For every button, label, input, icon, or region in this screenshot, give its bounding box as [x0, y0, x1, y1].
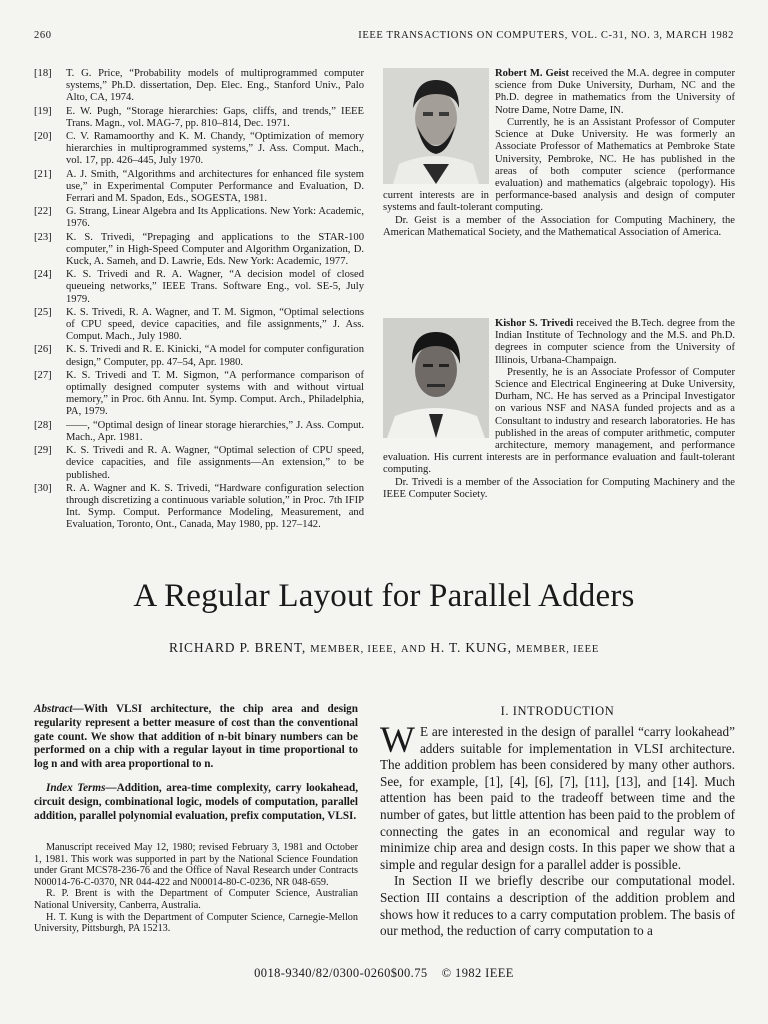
reference-item: [22] G. Strang, Linear Algebra and Its Applications. New York: Academic, 1976. [34, 206, 364, 230]
author-line: RICHARD P. BRENT, MEMBER, IEEE, AND H. T. KUNG, MEMBER, IEEE [168, 640, 600, 655]
reference-item: [28] ——, “Optimal design of linear storage hierarchies,” J. Ass. Comput. Mach., Apr. 1981. [34, 419, 364, 443]
page-number: 260 [34, 30, 52, 41]
footnote: R. P. Brent is with the Department of Computer Science, Australian National University, Canberra, Australia. [34, 888, 358, 911]
abstract: Abstract—With VLSI architecture, the chip area and design regularity represent a better measure of cost than the conventional gate count. We show that addition of n-bit binary numbers can be performed on a chip with a regular layout in time proportional to log n and with area proportional to n. [34, 703, 358, 771]
drop-cap: W [380, 720, 415, 761]
paper-title: A Regular Layout for Parallel Adders [133, 578, 635, 614]
reference-item: [25] K. S. Trivedi, R. A. Wagner, and T. M. Sigmon, “Optimal selections of CPU speed, device capacities, and file assignments,” J. Ass. Comput. Mach., July 1980. [34, 306, 364, 343]
reference-item: [26] K. S. Trivedi and R. E. Kinicki, “A model for computer configuration design,” Computer, pp. 47–54, Apr. 1980. [34, 344, 364, 368]
reference-item: [23] K. S. Trivedi, “Prepaging and applications to the STAR-100 computer,” in High-Speed Computer and Algorithm Organization, D. Kuck, A. Sameh, and D. Lawrie, Eds. New York: Academic, 1977. [34, 231, 364, 268]
reference-list [34, 68, 364, 533]
reference-item: [20] C. V. Ramamoorthy and K. M. Chandy, “Optimization of memory hierarchies in multiprogrammed systems,” J. Ass. Comput. Mach., vol. 17, pp. 426–445, July 1970. [34, 131, 364, 167]
bio-geist-top: Robert M. Geist received the M.A. degree in computer science from Duke University, Durham, NC and the Ph.D. degree in mathematics from the University of Notre Dame, Notre Dame, IN. [495, 68, 735, 116]
index-terms: Index Terms—Addition, area-time complexity, carry lookahead, circuit design, combinational logic, models of computation, parallel addition, parallel polynomial evaluation, prefix computation, VLSI. [34, 782, 358, 822]
footnotes [34, 842, 358, 935]
reference-item: [18] T. G. Price, “Probability models of multiprogrammed computer systems,” Ph.D. dissertation, Dep. Elec. Eng., Stanford Univ., Palo Alto, CA, 1974. [34, 68, 364, 104]
footnote: Manuscript received May 12, 1980; revised February 3, 1981 and October 1, 1981. This work was supported in part by the National Science Foundation under Grant MCS78-236-76 and the Office of Naval Research under Contracts N00014-76-C-0370, NR 044-422 and N00014-80-C-0236, NR 048-659. [34, 842, 358, 888]
reference-item: [29] K. S. Trivedi and R. A. Wagner, “Optimal selection of CPU speed, device capacities, and file assignments—An extension,” to be published. [34, 445, 364, 481]
reference-item: [21] A. J. Smith, “Algorithms and architectures for enhanced file system use,” in Experimental Computer Performance and Evaluation, D. Ferrari and M. Spadon, Eds., SOGESTA, 1981. [34, 168, 364, 205]
reference-item: [30] R. A. Wagner and K. S. Trivedi, “Hardware configuration selection through discretizing a continuous variable solution,” in Proc. 7th IFIP Int. Symp. Comput. Performance Modeling, Measurement, and Evaluation, Toronto, Ont., Canada, May 1980, pp. 127–142. [34, 482, 364, 531]
page-footer: 0018-9340/82/0300-0260$00.75 © 1982 IEEE [254, 966, 514, 980]
introduction-body: W E are interested in the design of parallel “carry lookahead” adders suitable for implementation in VLSI architecture. The addition problem has been considered by many other authors. See, for example, [1], [4], [6], [7], [11], [13], and [14]. Much attention has been paid to the tradeoff between time and the number of gates, but little attention has been paid to the problem of connecting the gates in an economical and regular way to minimize chip area and design costs. In this paper we show that a simple and regular design for a parallel adder is possible. In Section II we briefly describe our computational model. Section III contains a description of the addition problem and shows how it reduces to a carry computation problem. The basis of our method, the reduction of carry computation to a [380, 720, 735, 939]
bio-geist-text: Currently, he is an Assistant Professor of Computer Science at Duke University. He was formerly an Associate Professor of Mathematics at Pembroke State University, Pembroke, NC. He has published in the areas of both computer science (performance evaluation) and mathematics (algebraic topology). His current interests are in performance-based analysis and design of computer systems and fault-tolerant computing. Dr. Geist is a member of the Association for Computing Machinery, the American Mathematical Society, and the Mathematical Association of America. [383, 117, 735, 238]
bio-trivedi-text: Kishor S. Trivedi received the B.Tech. degree from the Indian Institute of Technology and the M.S. and Ph.D. degrees in computer science from the University of Illinois, Urbana-Champaign. Presently, he is an Associate Professor of Computer Science and Electrical Engineering at Duke University, Durham, NC. He has served as a Principal Investigator on various NSF and NASA funded projects and as a Consultant to industry and research laboratories. He has published in the areas of computer arithmetic, computer architecture, memory management, and performance evaluation. His current interests are in performance evaluation and fault-tolerant computing. Dr. Trivedi is a member of the Association for Computing Machinery and the IEEE Computer Society. [383, 318, 735, 500]
section-heading: I. INTRODUCTION [500, 704, 615, 718]
reference-item: [19] E. W. Pugh, “Storage hierarchies: Gaps, cliffs, and trends,” IEEE Trans. Magn., vol. MAG-7, pp. 810–814, Dec. 1971. [34, 105, 364, 129]
footnote: H. T. Kung is with the Department of Computer Science, Carnegie-Mellon University, Pittsburgh, PA 15213. [34, 911, 358, 935]
reference-item: [27] K. S. Trivedi and T. M. Sigmon, “A performance comparison of optimally designed computer systems with and without virtual memory,” in Proc. 6th Annu. Int. Symp. Comput. Arch., Philadelphia, PA, 1979. [34, 369, 364, 418]
running-head: IEEE TRANSACTIONS ON COMPUTERS, VOL. C-31, NO. 3, MARCH 1982 [358, 30, 734, 41]
reference-item: [24] K. S. Trivedi and R. A. Wagner, “A decision model of closed queueing networks,” IEEE Trans. Software Eng., vol. SE-5, July 1979. [34, 269, 364, 305]
